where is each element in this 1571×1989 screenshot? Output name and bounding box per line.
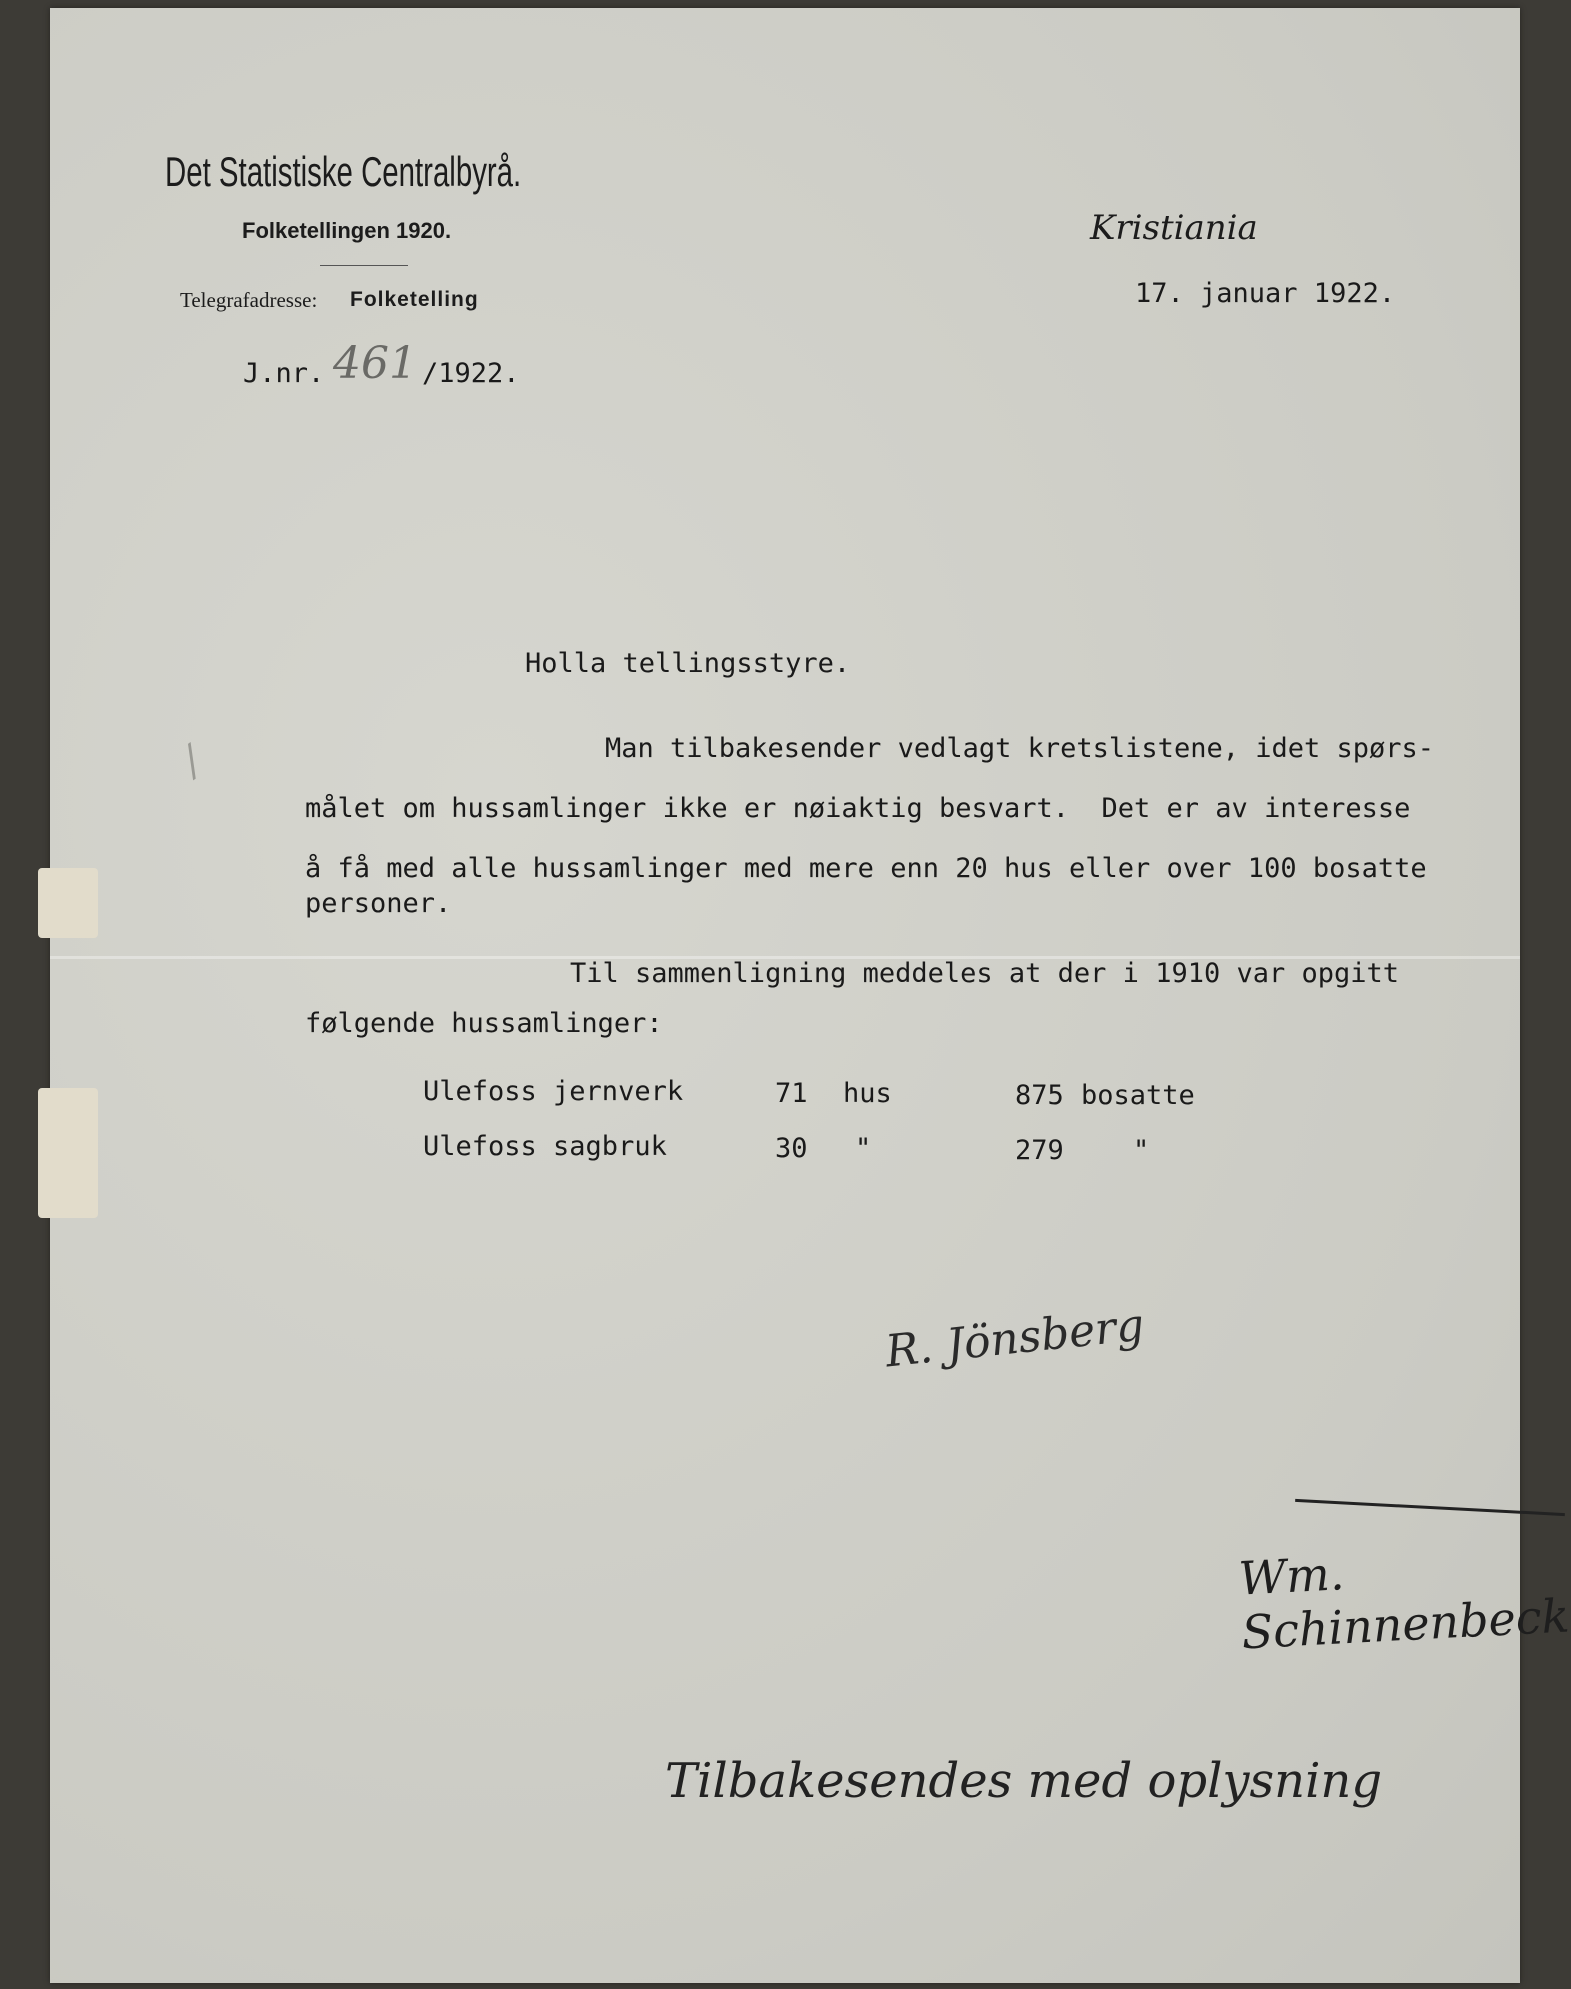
letterhead-rule — [320, 265, 408, 266]
settlement-name: Ulefoss sagbruk — [423, 1131, 667, 1162]
body-line: Til sammenligning meddeles at der i 1910 var opgitt — [570, 958, 1400, 989]
place-name: Kristiania — [1090, 208, 1258, 248]
pencil-mark: / — [173, 738, 211, 784]
journal-year: /1922. — [422, 358, 520, 389]
body-line: personer. — [305, 888, 452, 919]
body-line: følgende hussamlinger: — [305, 1008, 663, 1039]
telegraph-address: Folketelling — [350, 288, 479, 311]
signature-underline — [1295, 1499, 1565, 1516]
settlement-name: Ulefoss jernverk — [423, 1076, 684, 1107]
handwritten-note: Tilbakesendes med oplysning — [665, 1753, 1383, 1809]
signature-jonsberg: R. Jönsberg — [883, 1299, 1147, 1378]
letter-date: 17. januar 1922. — [1135, 278, 1396, 309]
torn-edge — [38, 868, 98, 938]
house-count: 30 — [775, 1133, 808, 1164]
salutation: Holla tellingsstyre. — [525, 648, 851, 679]
letter-page — [50, 8, 1571, 1983]
signature-director: Wm. Schinnenbeck — [1237, 1546, 1571, 1660]
resident-count: 875 — [1015, 1080, 1064, 1111]
body-line: målet om hussamlinger ikke er nøiaktig besvart. Det er av interesse — [305, 793, 1411, 824]
torn-edge — [38, 1088, 98, 1218]
census-title: Folketellingen 1920. — [242, 218, 452, 243]
house-count: 71 — [775, 1078, 808, 1109]
resident-unit: bosatte — [1081, 1080, 1195, 1111]
resident-count: 279 — [1015, 1135, 1064, 1166]
organization-name: Det Statistiske Centralbyrå. — [165, 148, 522, 195]
house-unit: hus — [843, 1078, 892, 1109]
house-unit: " — [855, 1133, 872, 1164]
resident-unit: " — [1133, 1135, 1150, 1166]
journal-prefix: J.nr. — [243, 358, 325, 389]
telegraph-label: Telegrafadresse: — [180, 288, 318, 312]
body-line: Man tilbakesender vedlagt kretslistene, idet spørs- — [605, 733, 1435, 764]
body-line: å få med alle hussamlinger med mere enn 20 hus eller over 100 bosatte — [305, 853, 1427, 884]
journal-number: 461 — [333, 338, 417, 389]
